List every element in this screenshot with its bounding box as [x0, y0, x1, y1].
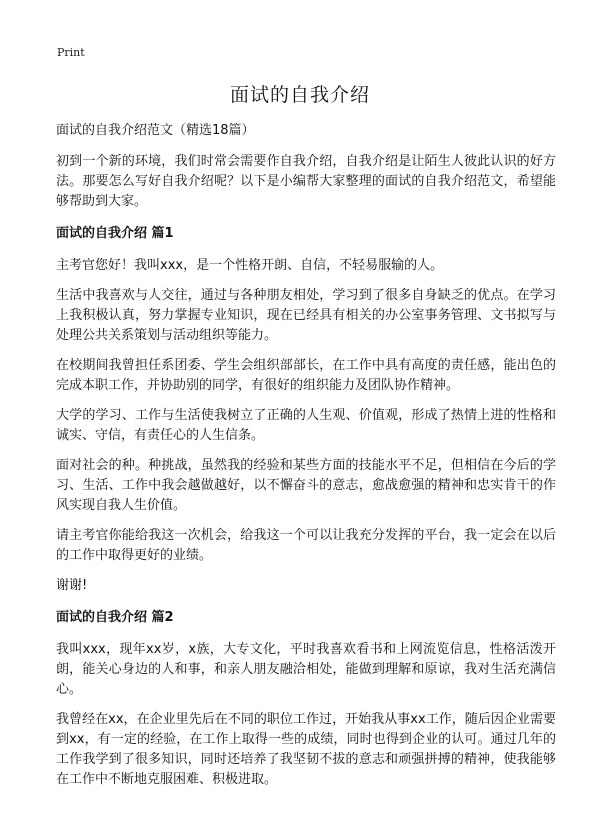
section-2-heading: 面试的自我介绍 篇2 [56, 610, 174, 625]
section-2-paragraph: 我叫xxx，现年xx岁，x族，大专文化，平时我喜欢看书和上网流览信息，性格活泼开朗，能关心身边的人和事，和亲人朋友融洽相处，能做到理解和原谅，我对生活充满信心。 [56, 642, 556, 697]
section-1-paragraph: 生活中我喜欢与人交往，通过与各种朋友相处，学习到了很多自身缺乏的优点。在学习上我积极认真，努力掌握专业知识，现在已经具有相关的办公室事务管理、文书拟写与处理公共关系策划与活动组织等能力。 [56, 288, 556, 343]
page-title: 面试的自我介绍 [229, 84, 370, 106]
document-subtitle: 面试的自我介绍范文（精选18篇） [56, 123, 255, 138]
section-1-paragraph: 大学的学习、工作与生活使我树立了正确的人生观、价值观，形成了热情上进的性格和诚实、守信，有责任心的人生信条。 [56, 408, 556, 443]
section-1-paragraph: 在校期间我曾担任系团委、学生会组织部部长，在工作中具有高度的责任感，能出色的完成本职工作，并协助别的同学，有很好的组织能力及团队协作精神。 [56, 358, 556, 393]
section-1-heading: 面试的自我介绍 篇1 [56, 226, 174, 241]
print-link[interactable]: Print [57, 46, 85, 59]
document-body [56, 121, 556, 800]
intro-paragraph: 初到一个新的环境，我们时常会需要作自我介绍，自我介绍是让陌生人彼此认识的好方法。那要怎么写好自我介绍呢？以下是小编帮大家整理的面试的自我介绍范文，希望能够帮助到大家。 [56, 154, 556, 209]
section-1-paragraph: 面对社会的种。种挑战，虽然我的经验和某些方面的技能水平不足，但相信在今后的学习、生活、工作中我会越做越好，以不懈奋斗的意志，愈战愈强的精神和忠实肯干的作风实现自我人生价值。 [56, 458, 556, 513]
section-2-paragraph: 我曾经在xx，在企业里先后在不同的职位工作过，开始我从事xx工作，随后因企业需要到xx，有一定的经验，在工作上取得一些的成绩，同时也得到企业的认可。通过几年的工作我学到了很多知识，同时还培养了我坚韧不拔的意志和顽强拼搏的精神，使我能够在工作中不断地克服困难、积极进取。 [56, 712, 556, 787]
section-1-paragraph: 主考官您好！我叫xxx，是一个性格开朗、自信，不轻易服输的人。 [56, 258, 444, 273]
section-1-paragraph: 请主考官你能给我这一次机会，给我这一个可以让我充分发挥的平台，我一定会在以后的工作中取得更好的业绩。 [56, 528, 556, 563]
section-1-paragraph: 谢谢! [56, 578, 88, 593]
